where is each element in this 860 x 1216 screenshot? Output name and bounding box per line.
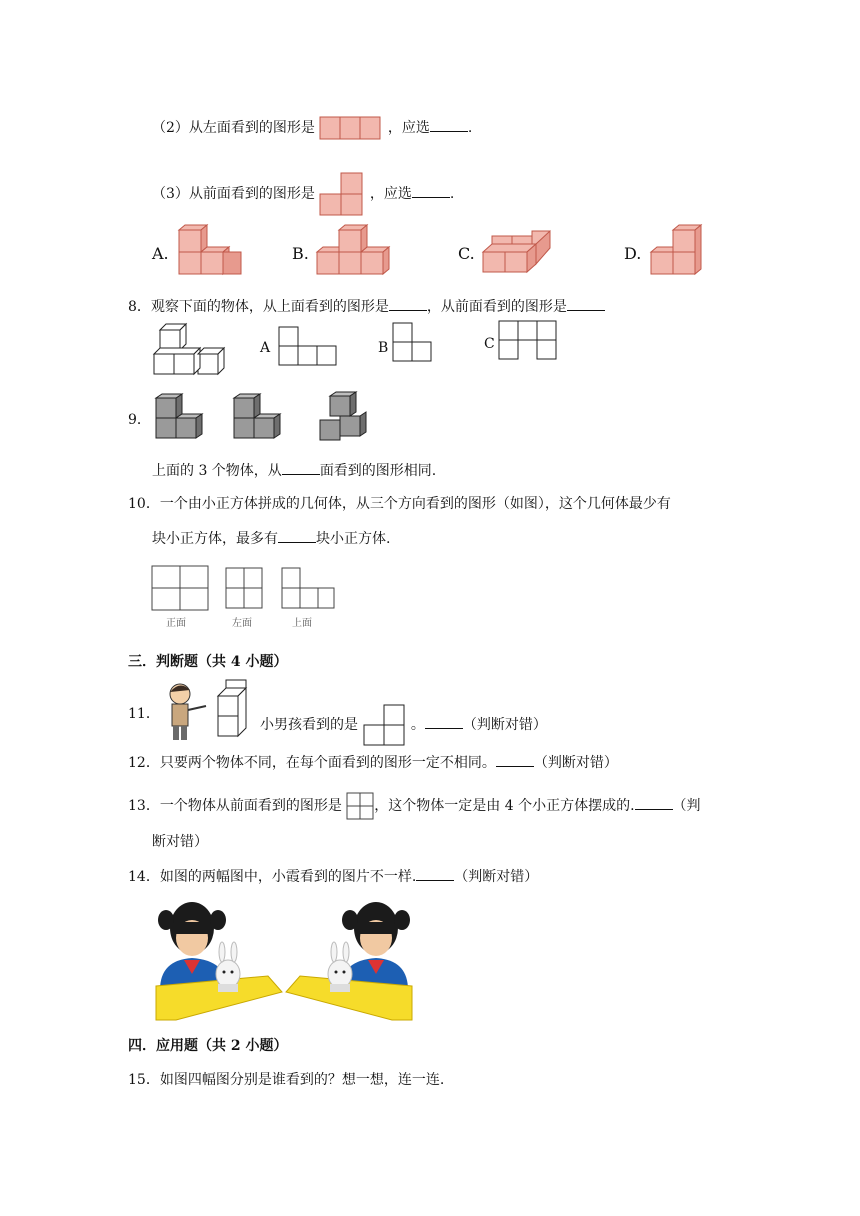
left-view-figure [319,116,383,140]
q8-option-a-figure [278,326,340,366]
q14-photo-left [156,900,282,1020]
answer-blank[interactable] [412,183,450,198]
q10-line2: 块小正方体，最多有 块小正方体. [152,528,390,549]
option-d-cube-figure [650,224,706,278]
q8-option-b-label: B [378,340,389,356]
section-3-heading: 三．判断题（共 4 小题） [128,654,288,670]
option-b-label: B. [292,244,309,263]
q13-view-figure [346,792,374,820]
view-label-left: 左面 [232,618,252,629]
q8-object-figure [152,322,228,378]
q13-stem: 13．一个物体从前面看到的图形是 ，这个物体一定是由 4 个小正方体摆成的. （判 [128,792,701,820]
answer-blank[interactable] [278,528,316,543]
option-b-cube-figure [316,224,392,278]
q9-stem: 上面的 3 个物体，从 面看到的图形相同. [152,460,436,481]
q11-number: 11． [128,706,160,722]
q7-line3: （3）从前面看到的图形是 ，应选 . [152,172,454,216]
q7-line2: （2）从左面看到的图形是 ，应选 . [152,116,472,140]
q13-line2: 断对错） [152,834,208,850]
answer-blank[interactable] [389,296,427,311]
front-view-figure [319,172,365,216]
q14-photo-right [286,900,412,1020]
q11-view-figure [362,704,406,746]
q9-object-3 [318,392,374,444]
section-4-heading: 四．应用题（共 2 小题） [128,1038,288,1054]
option-c-label: C. [458,244,475,263]
q8-option-c-label: C [484,336,495,352]
view-label-front: 正面 [166,618,186,629]
q14-stem: 14．如图的两幅图中，小霞看到的图片不一样. （判断对错） [128,866,538,887]
q9-object-1 [154,394,210,442]
answer-blank[interactable] [282,460,320,475]
answer-blank[interactable] [496,752,534,767]
front-view-icon [319,172,365,216]
answer-blank[interactable] [567,296,605,311]
view-label-top: 上面 [292,618,312,629]
option-a-cube-figure [178,224,244,278]
q10-line1: 10．一个由小正方体拼成的几何体，从三个方向看到的图形（如图），这个几何体最少有 [128,496,671,512]
answer-blank[interactable] [425,714,463,729]
q13-grid-icon [346,792,374,820]
option-a-label: A. [152,244,169,263]
option-c-cube-figure [482,228,554,278]
answer-blank[interactable] [416,866,454,881]
answer-blank[interactable] [430,117,468,132]
q11-boy-with-cubes-figure [160,680,258,742]
q8-option-c-figure [498,320,560,362]
left-view-icon [319,116,383,140]
q8-option-a-label: A [260,340,271,356]
q8-option-b-figure [392,322,434,364]
q15-stem: 15．如图四幅图分别是谁看到的？想一想，连一连. [128,1072,445,1088]
q11-stem: 小男孩看到的是 。 （判断对错） [260,704,547,746]
q9-object-2 [232,394,288,442]
answer-blank[interactable] [635,795,673,810]
q12-stem: 12．只要两个物体不同，在每个面看到的图形一定不相同。 （判断对错） [128,752,618,773]
q9-number: 9． [128,412,151,428]
q8-stem: 8．观察下面的物体，从上面看到的图形是 ，从前面看到的图形是 [128,296,605,317]
option-d-label: D. [624,244,642,263]
boy-icon [170,684,206,740]
q11-view-icon [362,704,406,746]
